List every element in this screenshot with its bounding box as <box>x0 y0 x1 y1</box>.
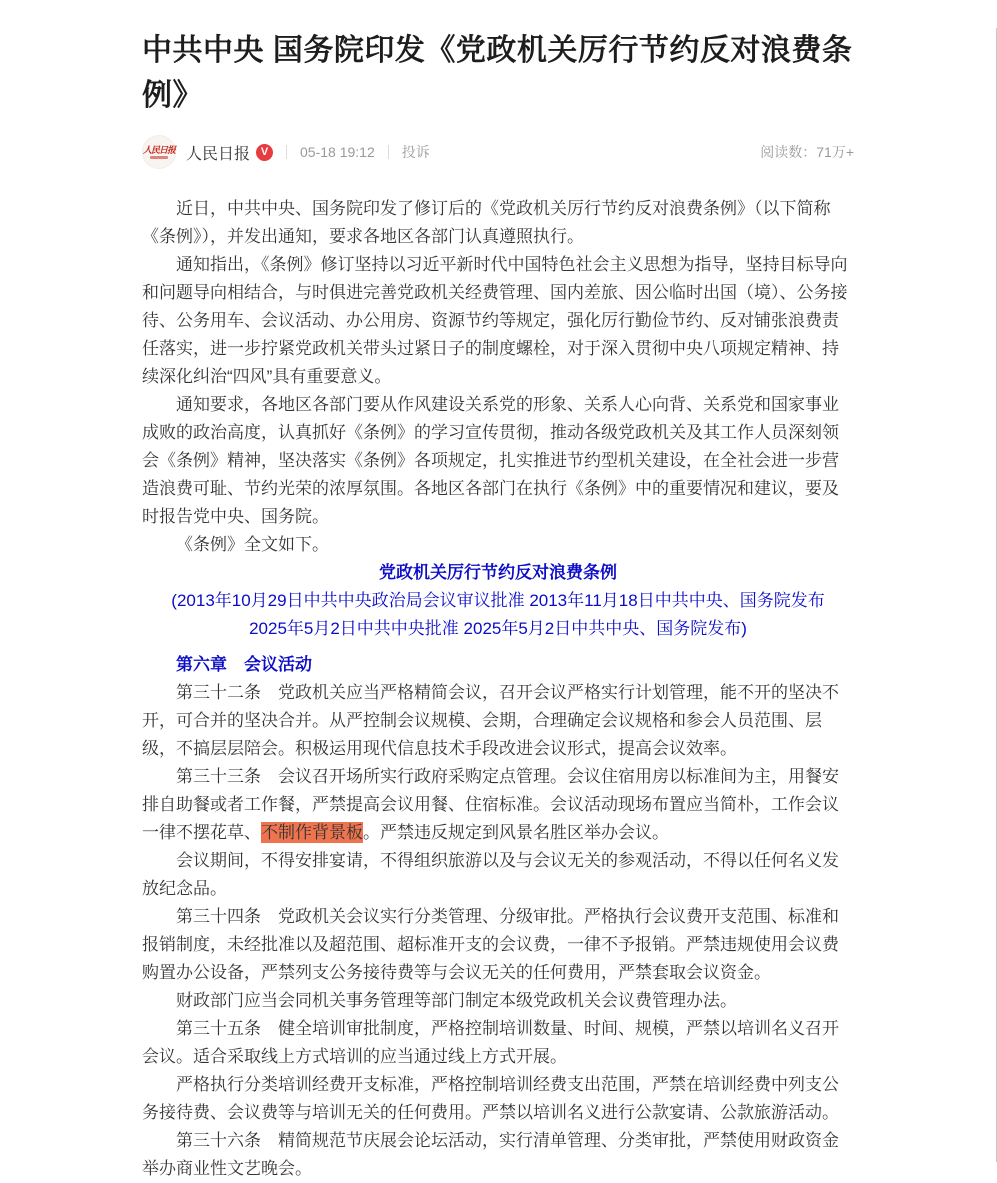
article-page <box>0 28 997 1178</box>
paragraph-article-35: 第三十五条 健全培训审批制度，严格控制培训数量、时间、规模，严禁以培训名义召开会议。适合采取线上方式培训的应当通过线上方式开展。 <box>142 1019 839 1066</box>
paragraph-article-32: 第三十二条 党政机关应当严格精简会议，召开会议严格实行计划管理，能不开的坚决不开，可合并的坚决合并。从严控制会议规模、会期，合理确定会议规格和参会人员范围、层级，不搞层层陪会。积极运用现代信息技术手段改进会议形式，提高会议效率。 <box>142 683 839 758</box>
divider <box>388 145 389 159</box>
read-count <box>760 142 854 162</box>
divider <box>286 145 287 159</box>
read-count-label: 阅读数： <box>760 144 817 160</box>
report-link[interactable]: 投诉 <box>401 144 430 160</box>
byline <box>142 135 854 169</box>
paragraph-intro-3: 通知要求，各地区各部门要从作风建设关系党的形象、关系人心向背、关系党和国家事业成败的政治高度，认真抓好《条例》的学习宣传贯彻，推动各级党政机关及其工作人员深刻领会《条例》精神，坚决落实《条例》各项规定，扎实推进节约型机关建设，在全社会进一步营造浪费可耻、节约光荣的浓厚氛围。各地区各部门在执行《条例》中的重要情况和建议，要及时报告党中央、国务院。 <box>142 395 839 526</box>
paragraph-intro-1: 近日，中共中央、国务院印发了修订后的《党政机关厉行节约反对浪费条例》（以下简称《条例》），并发出通知，要求各地区各部门认真遵照执行。 <box>142 199 831 246</box>
document-approval-line-1: (2013年10月29日中共中央政治局会议审议批准 2013年11月18日中共中央、国务院发布 <box>171 591 825 610</box>
document-title: 党政机关厉行节约反对浪费条例 <box>379 563 617 582</box>
article-33-text-post: 。严禁违反规定到风景名胜区举办会议。 <box>363 823 669 842</box>
publish-time: 05-18 19:12 <box>300 144 375 160</box>
publisher-avatar[interactable] <box>142 135 176 169</box>
paragraph-article-33 <box>142 763 854 847</box>
publisher-logo-subline <box>150 156 168 159</box>
paragraph-intro-2: 通知指出，《条例》修订坚持以习近平新时代中国特色社会主义思想为指导，坚持目标导向和问题导向相结合，与时俱进完善党政机关经费管理、国内差旅、因公临时出国（境）、公务接待、公务用车、会议活动、办公用房、资源节约等规定，强化厉行勤俭节约、反对铺张浪费责任落实，进一步拧紧党政机关带头过紧日子的制度螺栓，对于深入贯彻中央八项规定精神、持续深化纠治“四风”具有重要意义。 <box>142 255 848 386</box>
publisher-logo-text: 人民日报 <box>143 145 176 155</box>
paragraph-intro-4: 《条例》全文如下。 <box>176 535 329 554</box>
paragraph-article-35-2: 严格执行分类培训经费开支标准，严格控制培训经费支出范围，严禁在培训经费中列支公务接待费、会议费等与培训无关的任何费用。严禁以培训名义进行公款宴请、公款旅游活动。 <box>142 1075 839 1122</box>
highlighted-text: 不制作背景板 <box>261 823 363 842</box>
read-count-value: 71万+ <box>816 144 854 160</box>
paragraph-article-33-2: 会议期间，不得安排宴请，不得组织旅游以及与会议无关的参观活动，不得以任何名义发放纪念品。 <box>142 851 839 898</box>
article-33-text-pre: 第三十三条 会议召开场所实行政府采购定点管理。会议住宿用房以标准间为主，用餐安排自助餐或者工作餐，严禁提高会议用餐、住宿标准。会议活动现场布置应当简朴，工作会议一律不摆花草、 <box>142 767 839 842</box>
article-body <box>142 195 854 1183</box>
paragraph-article-36-partial: 第三十六条 精简规范节庆展会论坛活动，实行清单管理、分类审批，严禁使用财政资金举办商业性文艺晚会。 <box>142 1131 839 1178</box>
article-content <box>142 28 854 1183</box>
paragraph-article-34: 第三十四条 党政机关会议实行分类管理、分级审批。严格执行会议费开支范围、标准和报销制度，未经批准以及超范围、超标准开支的会议费，一律不予报销。严禁违规使用会议费购置办公设备，严禁列支公务接待费等与会议无关的任何费用，严禁套取会议资金。 <box>142 907 839 982</box>
chapter-heading: 第六章 会议活动 <box>176 655 312 674</box>
document-approval-line-2: 2025年5月2日中共中央批准 2025年5月2日中共中央、国务院发布) <box>249 619 747 638</box>
verified-badge-icon: V <box>256 144 273 161</box>
page-title: 中共中央 国务院印发《党政机关厉行节约反对浪费条例》 <box>142 34 853 112</box>
publisher-name[interactable]: 人民日报 <box>186 145 251 163</box>
paragraph-article-34-2: 财政部门应当会同机关事务管理等部门制定本级党政机关会议费管理办法。 <box>176 991 737 1010</box>
